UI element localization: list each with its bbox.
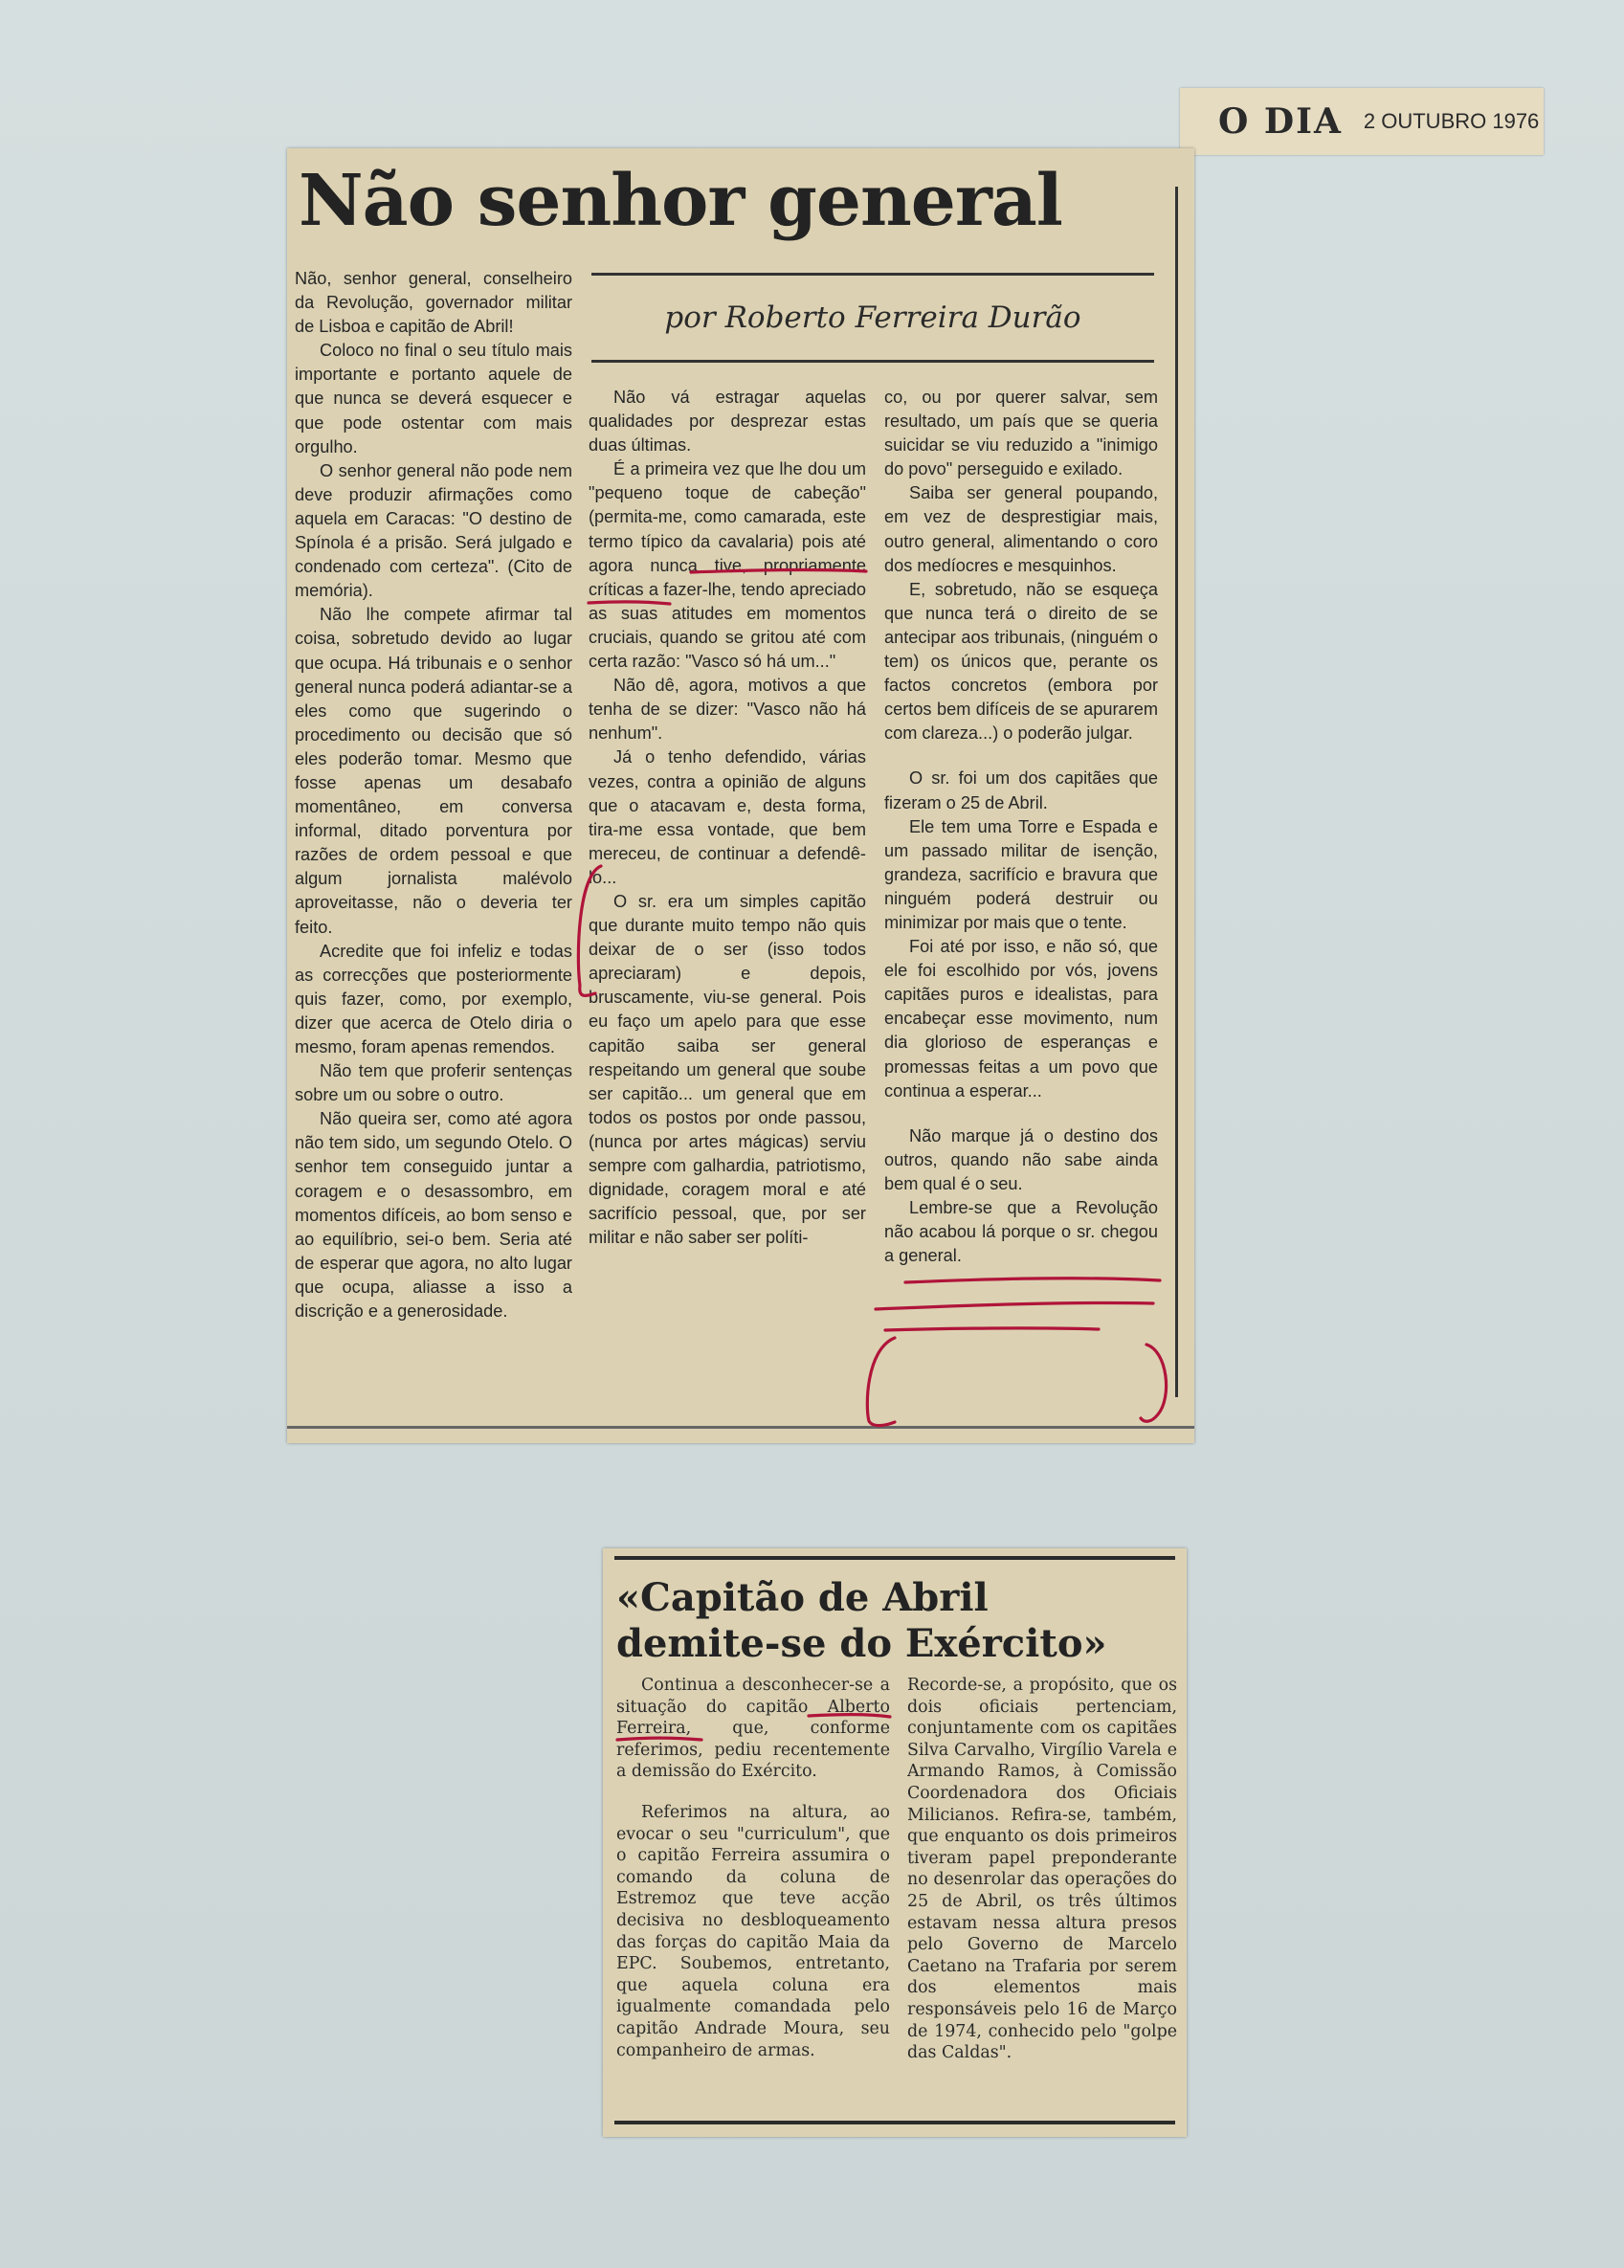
bottom-rule bbox=[287, 1426, 1194, 1429]
secondary-headline bbox=[616, 1575, 1171, 1667]
article-clipping-secondary bbox=[603, 1548, 1187, 2137]
paragraph: Não lhe compete afirmar tal coisa, sobretudo devido ao lugar que ocupa. Há tribunais e o senhor general nunca poderá adiantar-se a eles como que sugerindo o procedimento ou decisão que só eles poderão tomar. Mesmo que fosse apenas um desabafo momentâneo, em conversa informal, ditado porventura por razões de ordem pessoal e que algum jornalista malévolo aproveitasse, não o deveria ter feito. bbox=[295, 605, 572, 937]
headline-line: demite-se do Exército» bbox=[616, 1621, 1107, 1666]
paragraph-underlined: Não marque já o destino dos outros, quando não sabe ainda bem qual é o seu. bbox=[884, 1125, 1158, 1193]
paragraph: Acredite que foi infeliz e todas as correcções que posteriormente quis fazer, como, por exemplo, dizer que acerca de Otelo diria o mesmo, foram apenas remendos. bbox=[295, 941, 572, 1056]
article-clipping-main bbox=[287, 148, 1194, 1443]
newspaper-masthead bbox=[1180, 88, 1544, 155]
paragraph: Ele tem uma Torre e Espada e um passado militar de isenção, grandeza, sacrifício e bravura que ninguém poderá destruir ou minimizar por mais que o tente. bbox=[884, 816, 1158, 932]
paragraph: co, ou por querer salvar, sem resultado, um país que se queria suicidar se viu reduzido a "inimigo do povo" perseguido e exilado. bbox=[884, 388, 1158, 479]
newspaper-name: O DIA bbox=[1218, 101, 1343, 142]
paragraph: Lembre-se que a Revolução não acabou lá porque o sr. chegou a general. bbox=[884, 1198, 1158, 1266]
paragraph: O sr. foi um dos capitães que fizeram o 25 de Abril. bbox=[884, 768, 1158, 812]
paragraph: Não vá estragar aquelas qualidades por desprezar estas duas últimas. bbox=[589, 388, 866, 456]
article-byline: por Roberto Ferreira Durão bbox=[664, 300, 1081, 335]
publication-date: 2 OUTUBRO 1976 bbox=[1363, 109, 1540, 133]
paragraph: É a primeira vez que lhe dou um "pequeno toque de cabeção" (permita-me, como camarada, este termo típico da cavalaria) pois até agora nunca tive, propriamente críticas a fazer-lhe, tendo apreciado as suas atitudes em momentos cruciais, quando se gritou até com certa razão: "Vasco só há um..." bbox=[589, 459, 866, 672]
secondary-column-2 bbox=[907, 1675, 1177, 2115]
article-column-2 bbox=[589, 386, 866, 1419]
article-headline: Não senhor general bbox=[299, 160, 1062, 242]
paragraph: Continua a desconhecer-se a situação do capitão Alberto Ferreira, que, conforme referimos, pediu recentemente a demissão do Exército. bbox=[616, 1676, 890, 1782]
paragraph: Coloco no final o seu título mais importante e portanto aquele de que nunca se deverá esquecer e que pode ostentar com mais orgulho. bbox=[295, 341, 572, 456]
paragraph: Não dê, agora, motivos a que tenha de se dizer: "Vasco não há nenhum". bbox=[589, 676, 866, 744]
paragraph: E, sobretudo, não se esqueça que nunca terá o direito de se antecipar aos tribunais, (ninguém o tem) os únicos que, perante os factos concretos (embora por certos bem difíceis de se apurarem com clareza...) o poderão julgar. bbox=[884, 579, 1158, 744]
paragraph: O sr. era um simples capitão que durante muito tempo não quis deixar de o ser (isso todos apreciaram) e depois, bruscamente, viu-se general. Pois eu faço um apelo para que esse capitão saiba ser general respeitando um general que soube ser capitão... um general que em todos os postos por onde passou, (nunca por artes mágicas) serviu sempre com galhardia, patriotismo, dignidade, coragem moral e até sacrifício pessoal, que, por ser militar e não saber ser políti- bbox=[589, 891, 866, 1248]
article-column-3 bbox=[884, 386, 1158, 1419]
paragraph: Não tem que proferir sentenças sobre um ou sobre o outro. bbox=[295, 1061, 572, 1105]
paragraph: Referimos na altura, ao evocar o seu "curriculum", que o capitão Ferreira assumira o comando da coluna de Estremoz que teve acção decisiva no desbloqueamento das forças do capitão Maia da EPC. Soubemos, entretanto, que aquela coluna era igualmente comandada pelo capitão Andrade Moura, seu companheiro de armas. bbox=[616, 1802, 890, 2060]
paragraph: Não queira ser, como até agora não tem sido, um segundo Otelo. O senhor tem conseguido juntar a coragem e o desassombro, em momentos difíceis, ao bom senso e ao equilíbrio, sei-o bem. Seria até de esperar que agora, no alto lugar que ocupa, aliasse a isso a discrição e a generosidade. bbox=[295, 1109, 572, 1322]
byline-box bbox=[591, 273, 1154, 363]
column-rule bbox=[1175, 187, 1178, 1397]
headline-line: «Capitão de Abril bbox=[616, 1575, 989, 1620]
paragraph: Recorde-se, a propósito, que os dois oficiais pertenciam, conjuntamente com os capitães Silva Carvalho, Virgílio Varela e Armando Ramos, à Comissão Coordenadora dos Oficiais Milicianos. Refira-se, também, que enquanto os dois primeiros tiveram papel preponderante no desenrolar das operações do 25 de Abril, os três últimos estavam nessa altura presos pelo Governo de Marcelo Caetano na Trafaria por serem dos elementos mais responsáveis pelo 16 de Março de 1974, conhecido pelo "golpe das Caldas". bbox=[907, 1676, 1177, 2063]
secondary-column-1 bbox=[616, 1675, 890, 2115]
paragraph: O senhor general não pode nem deve produzir afirmações como aquela em Caracas: "O destino de Spínola é a prisão. Será julgado e condenado com certeza". (Cito de memória). bbox=[295, 460, 572, 601]
top-rule bbox=[614, 1556, 1175, 1560]
paragraph: Não, senhor general, conselheiro da Revolução, governador militar de Lisboa e capitão de Abril! bbox=[295, 269, 572, 337]
paragraph: Já o tenho defendido, várias vezes, contra a opinião de alguns que o atacavam e, desta forma, tira-me essa vontade, que bem mereceu, de continuar a defendê-lo... bbox=[589, 747, 866, 887]
paragraph: Saiba ser general poupando, em vez de desprestigiar mais, outro general, alimentando o coro dos medíocres e mesquinhos. bbox=[884, 483, 1158, 575]
bottom-rule bbox=[614, 2121, 1175, 2124]
article-column-1 bbox=[295, 267, 572, 1415]
paragraph: Foi até por isso, e não só, que ele foi escolhido por vós, jovens capitães puros e idealistas, para encabeçar esse movimento, num dia glorioso de esperanças e promessas feitas a um povo que continua a esperar... bbox=[884, 937, 1158, 1101]
